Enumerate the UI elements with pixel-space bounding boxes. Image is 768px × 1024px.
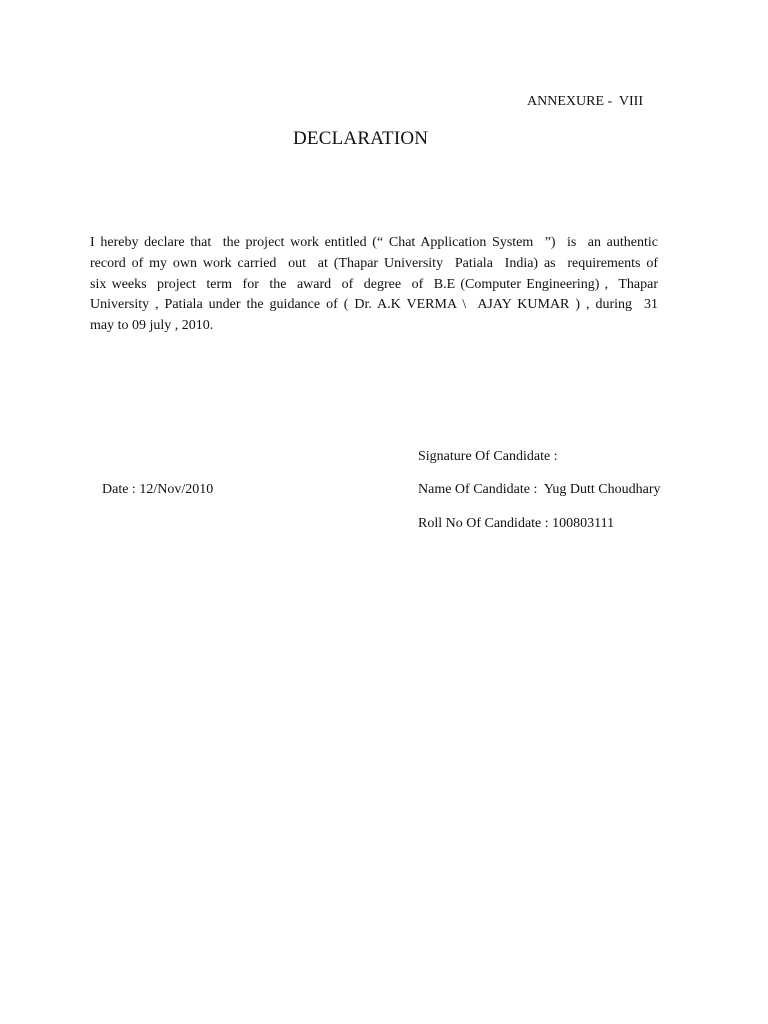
signature-label: Signature Of Candidate : bbox=[418, 449, 558, 464]
paragraph-line: six weeks project term for the award of degree of B.E (Computer Engineering) , Thapar bbox=[90, 276, 658, 292]
candidate-name: Name Of Candidate : Yug Dutt Choudhary bbox=[418, 482, 661, 497]
paragraph-line: may to 09 july , 2010. bbox=[90, 318, 214, 334]
paragraph-line: I hereby declare that the project work entitled (“ Chat Application System ”) is an authentic bbox=[90, 235, 658, 250]
candidate-roll-number: Roll No Of Candidate : 100803111 bbox=[418, 516, 615, 531]
paragraph-line: record of my own work carried out at (Thapar University Patiala India) as requirements of bbox=[90, 255, 658, 271]
paragraph-line: University , Patiala under the guidance of ( Dr. A.K VERMA \ AJAY KUMAR ) , during 31 bbox=[90, 297, 658, 313]
page-title: DECLARATION bbox=[293, 128, 429, 149]
annexure-label: ANNEXURE - VIII bbox=[527, 94, 643, 109]
declaration-paragraph bbox=[90, 233, 658, 337]
date-text: Date : 12/Nov/2010 bbox=[102, 482, 214, 497]
